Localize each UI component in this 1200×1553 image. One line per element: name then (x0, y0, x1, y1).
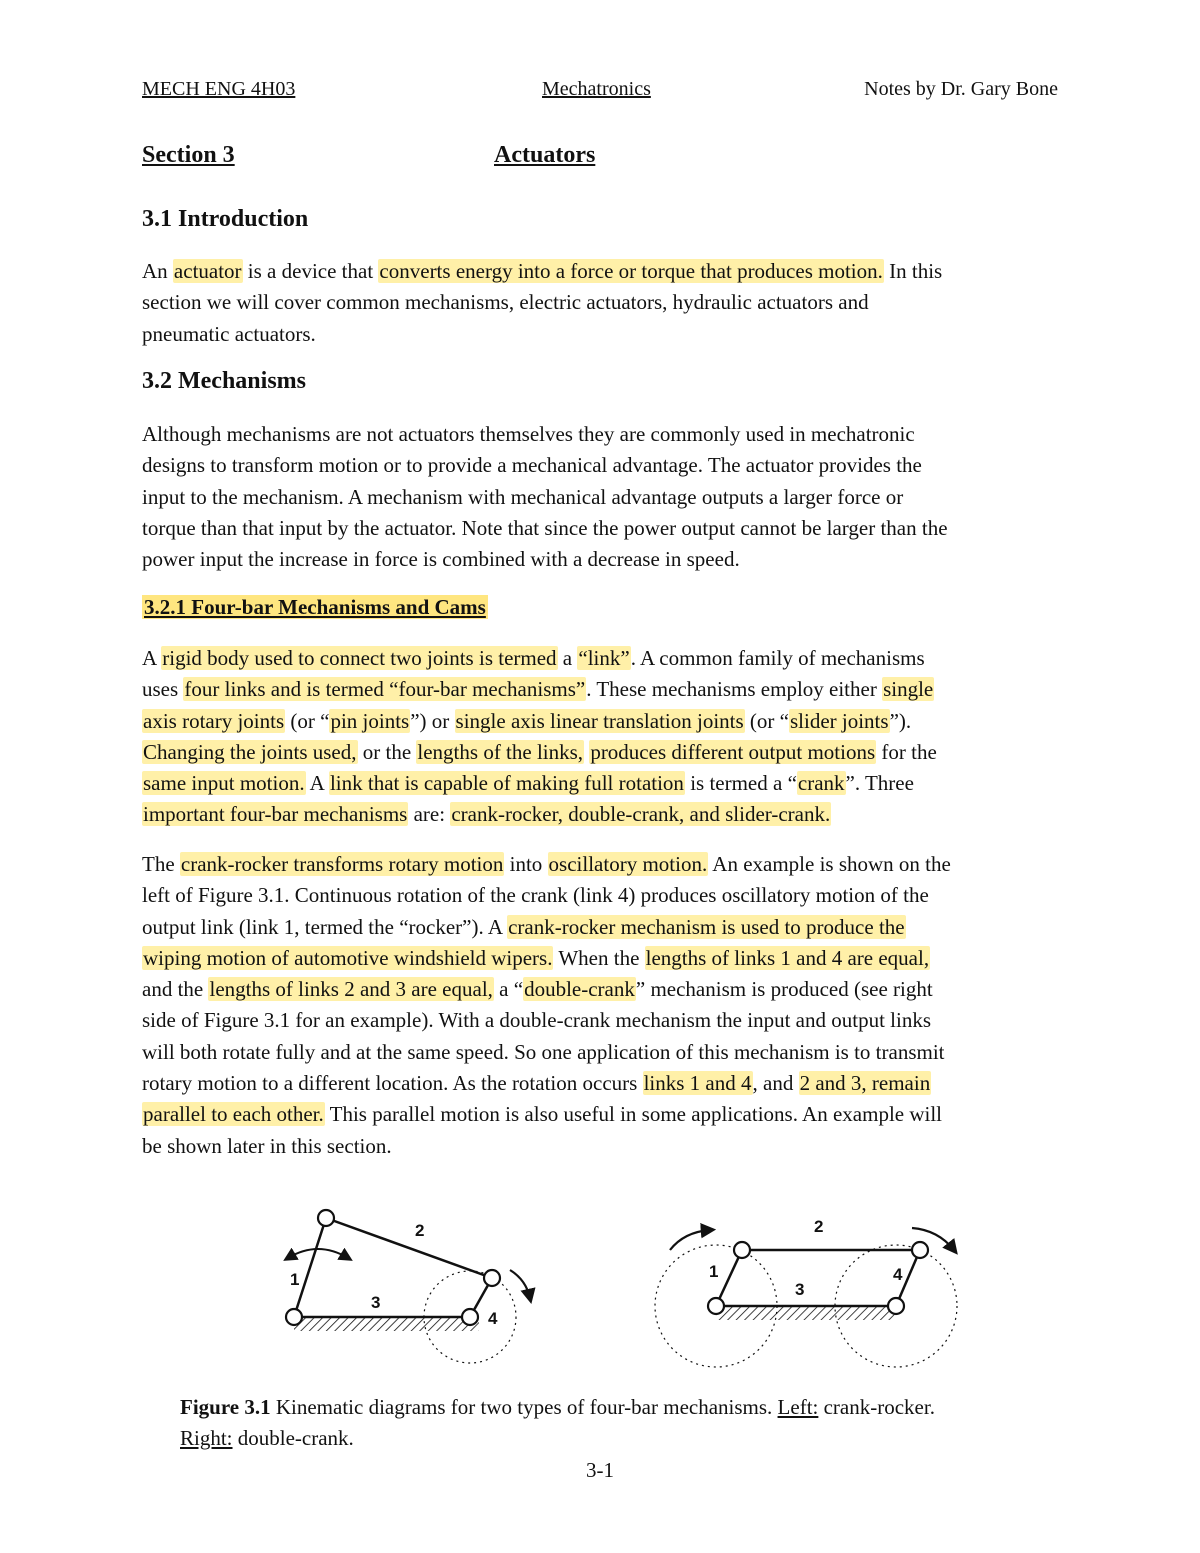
label-link-1: 1 (709, 1262, 719, 1281)
text-run: and the (142, 977, 209, 1002)
text-line: pneumatic actuators. (142, 321, 316, 346)
text-run: are: (408, 802, 451, 827)
text-line: torque than that input by the actuator. Note that since the power output cannot be larger than the (142, 515, 948, 540)
text-line (142, 768, 1062, 799)
highlight: four links and is termed “four-bar mechanisms” (184, 677, 586, 702)
highlight: wiping motion of automotive windshield wipers. (143, 945, 553, 970)
highlight: same input motion. (143, 771, 305, 796)
paragraph-introduction (142, 256, 1062, 350)
highlight: lengths of links 1 and 4 are equal, (645, 945, 930, 970)
heading-four-bar-text: 3.2.1 Four-bar Mechanisms and Cams (144, 595, 486, 619)
text-line: Although mechanisms are not actuators themselves they are commonly used in mechatronic (142, 422, 915, 446)
text-line: left of Figure 3.1. Continuous rotation of the crank (link 4) produces oscillatory motion of the (142, 883, 929, 908)
paragraph-mechanisms (142, 419, 1062, 575)
highlight: crank-rocker transforms rotary motion (180, 852, 504, 876)
highlight: oscillatory motion. (548, 852, 708, 876)
text-run: is a device that (242, 259, 379, 283)
text-run: . A common family of mechanisms (630, 646, 925, 670)
text-line (142, 706, 1062, 737)
rotation-arrow (510, 1270, 530, 1298)
text-run: (or “ (285, 708, 330, 733)
caption-right-text: double-crank. (232, 1426, 354, 1450)
highlight: crank-rocker mechanism is used to produce the (508, 914, 905, 939)
text-run: ”. Three (845, 771, 914, 796)
heading-mechanisms: 3.2 Mechanisms (142, 368, 306, 394)
text-run: . These mechanisms employ either (586, 677, 883, 702)
text-line: side of Figure 3.1 for an example). With a double-crank mechanism the input and output links (142, 1008, 931, 1033)
pin-joint (484, 1270, 500, 1286)
header-course-title: Mechatronics (542, 78, 651, 100)
text-line: designs to transform motion or to provide a mechanical advantage. The actuator provides the (142, 453, 922, 478)
text-run: A (305, 771, 329, 796)
highlight: link that is capable of making full rotation (329, 771, 684, 796)
text-line: will both rotate fully and at the same speed. So one application of this mechanism is to transmit (142, 1039, 945, 1064)
text-run: ”). (889, 708, 912, 733)
highlight: Changing the joints used, (143, 739, 357, 764)
highlight: parallel to each other. (143, 1102, 324, 1127)
pin-joint (286, 1309, 302, 1325)
text-run: A (142, 646, 162, 670)
highlight: axis rotary joints (143, 708, 285, 733)
text-run: for the (876, 739, 937, 764)
caption-right-label: Right: (180, 1426, 233, 1450)
page-header (142, 78, 1058, 106)
heading-introduction: 3.1 Introduction (142, 206, 309, 232)
highlight: links 1 and 4 (643, 1071, 752, 1096)
highlight: single axis linear translation joints (455, 708, 744, 733)
text-run: rotary motion to a different location. As the rotation occurs (142, 1071, 643, 1096)
text-run: , and (752, 1071, 799, 1096)
ground-hatch (716, 1306, 896, 1320)
text-line: section we will cover common mechanisms, electric actuators, hydraulic actuators and (142, 290, 869, 315)
header-author: Notes by Dr. Gary Bone (864, 78, 1058, 100)
label-link-3: 3 (795, 1280, 805, 1299)
text-line (142, 799, 1062, 830)
caption-left-label: Left: (777, 1395, 819, 1419)
pin-joint (888, 1298, 904, 1314)
highlight: double-crank (524, 977, 635, 1002)
text-run: ”) or (410, 708, 455, 733)
highlight: “link” (578, 646, 630, 670)
text-line (142, 1068, 1062, 1099)
text-run: into (504, 852, 548, 876)
text-run: An example is shown on the (708, 852, 951, 876)
link-2-coupler (326, 1218, 492, 1278)
label-link-4: 4 (488, 1309, 498, 1328)
figure-3-1 (0, 1190, 1200, 1390)
text-run: This parallel motion is also useful in some applications. An example will (324, 1102, 943, 1127)
text-line (142, 912, 1062, 943)
label-link-2: 2 (415, 1221, 425, 1240)
label-link-1: 1 (290, 1270, 300, 1289)
figure-caption (180, 1392, 1060, 1454)
link-1-rocker (294, 1218, 326, 1317)
text-line: input to the mechanism. A mechanism with mechanical advantage outputs a larger force or (142, 484, 904, 509)
header-course-code: MECH ENG 4H03 (142, 78, 296, 100)
oscillation-arrow (288, 1249, 348, 1258)
section-number: Section 3 (142, 142, 235, 168)
caption-left-text: crank-rocker. (818, 1395, 935, 1419)
highlight: lengths of the links, (417, 739, 584, 764)
text-run: In this (883, 259, 943, 283)
caption-text: Kinematic diagrams for two types of four-bar mechanisms. (270, 1395, 778, 1419)
text-run: (or “ (744, 708, 789, 733)
crank-rocker-diagram (286, 1210, 530, 1363)
text-line (142, 943, 1062, 974)
pin-joint (912, 1242, 928, 1258)
highlight: produces different output motions (590, 739, 876, 764)
highlight: pin joints (330, 708, 410, 733)
pin-joint (708, 1298, 724, 1314)
text-line (142, 256, 1062, 287)
pin-joint (318, 1210, 334, 1226)
text-line: power input the increase in force is combined with a decrease in speed. (142, 547, 740, 572)
text-run: a “ (493, 977, 524, 1002)
text-run: uses (142, 677, 184, 702)
text-run: The (142, 852, 180, 876)
highlight: crank-rocker, double-crank, and slider-crank. (451, 802, 831, 827)
highlight: slider joints (789, 708, 889, 733)
text-line (142, 849, 1062, 880)
heading-four-bar (142, 595, 488, 620)
text-line (142, 737, 1062, 768)
text-line (142, 974, 1062, 1005)
pin-joint (462, 1309, 478, 1325)
label-link-4: 4 (893, 1265, 903, 1284)
paragraph-four-bar-1 (142, 643, 1062, 831)
four-bar-diagrams (0, 1190, 1200, 1390)
page-number: 3-1 (586, 1458, 614, 1482)
highlight: important four-bar mechanisms (143, 802, 408, 827)
text-run: An (142, 259, 173, 283)
text-line (142, 674, 1062, 705)
highlight: rigid body used to connect two joints is termed (162, 646, 557, 670)
highlight: lengths of links 2 and 3 are equal, (209, 977, 493, 1002)
paragraph-four-bar-2 (142, 849, 1062, 1162)
text-run: or the (357, 739, 417, 764)
highlight: 2 and 3, remain (799, 1071, 931, 1096)
text-run: a (557, 646, 578, 670)
double-crank-diagram (655, 1217, 957, 1367)
pin-joint (734, 1242, 750, 1258)
text-line (142, 1099, 1062, 1130)
text-line: be shown later in this section. (142, 1133, 392, 1158)
text-run: When the (553, 945, 645, 970)
rotation-arrow (670, 1230, 710, 1250)
text-run: output link (link 1, termed the “rocker”). A (142, 914, 508, 939)
section-title (142, 142, 1058, 169)
highlight: crank (797, 771, 845, 796)
highlight: single (883, 677, 934, 702)
text-line (142, 643, 1062, 674)
link-1-crank (716, 1250, 742, 1306)
ground-hatch (294, 1317, 479, 1331)
caption-label: Figure 3.1 (180, 1395, 271, 1419)
highlight: converts energy into a force or torque that produces motion. (379, 259, 883, 283)
text-run: ” mechanism is produced (see right (635, 977, 933, 1002)
section-name: Actuators (494, 142, 596, 168)
label-link-3: 3 (371, 1293, 381, 1312)
text-run: is termed a “ (684, 771, 797, 796)
label-link-2: 2 (814, 1217, 824, 1236)
highlight: actuator (173, 259, 242, 283)
